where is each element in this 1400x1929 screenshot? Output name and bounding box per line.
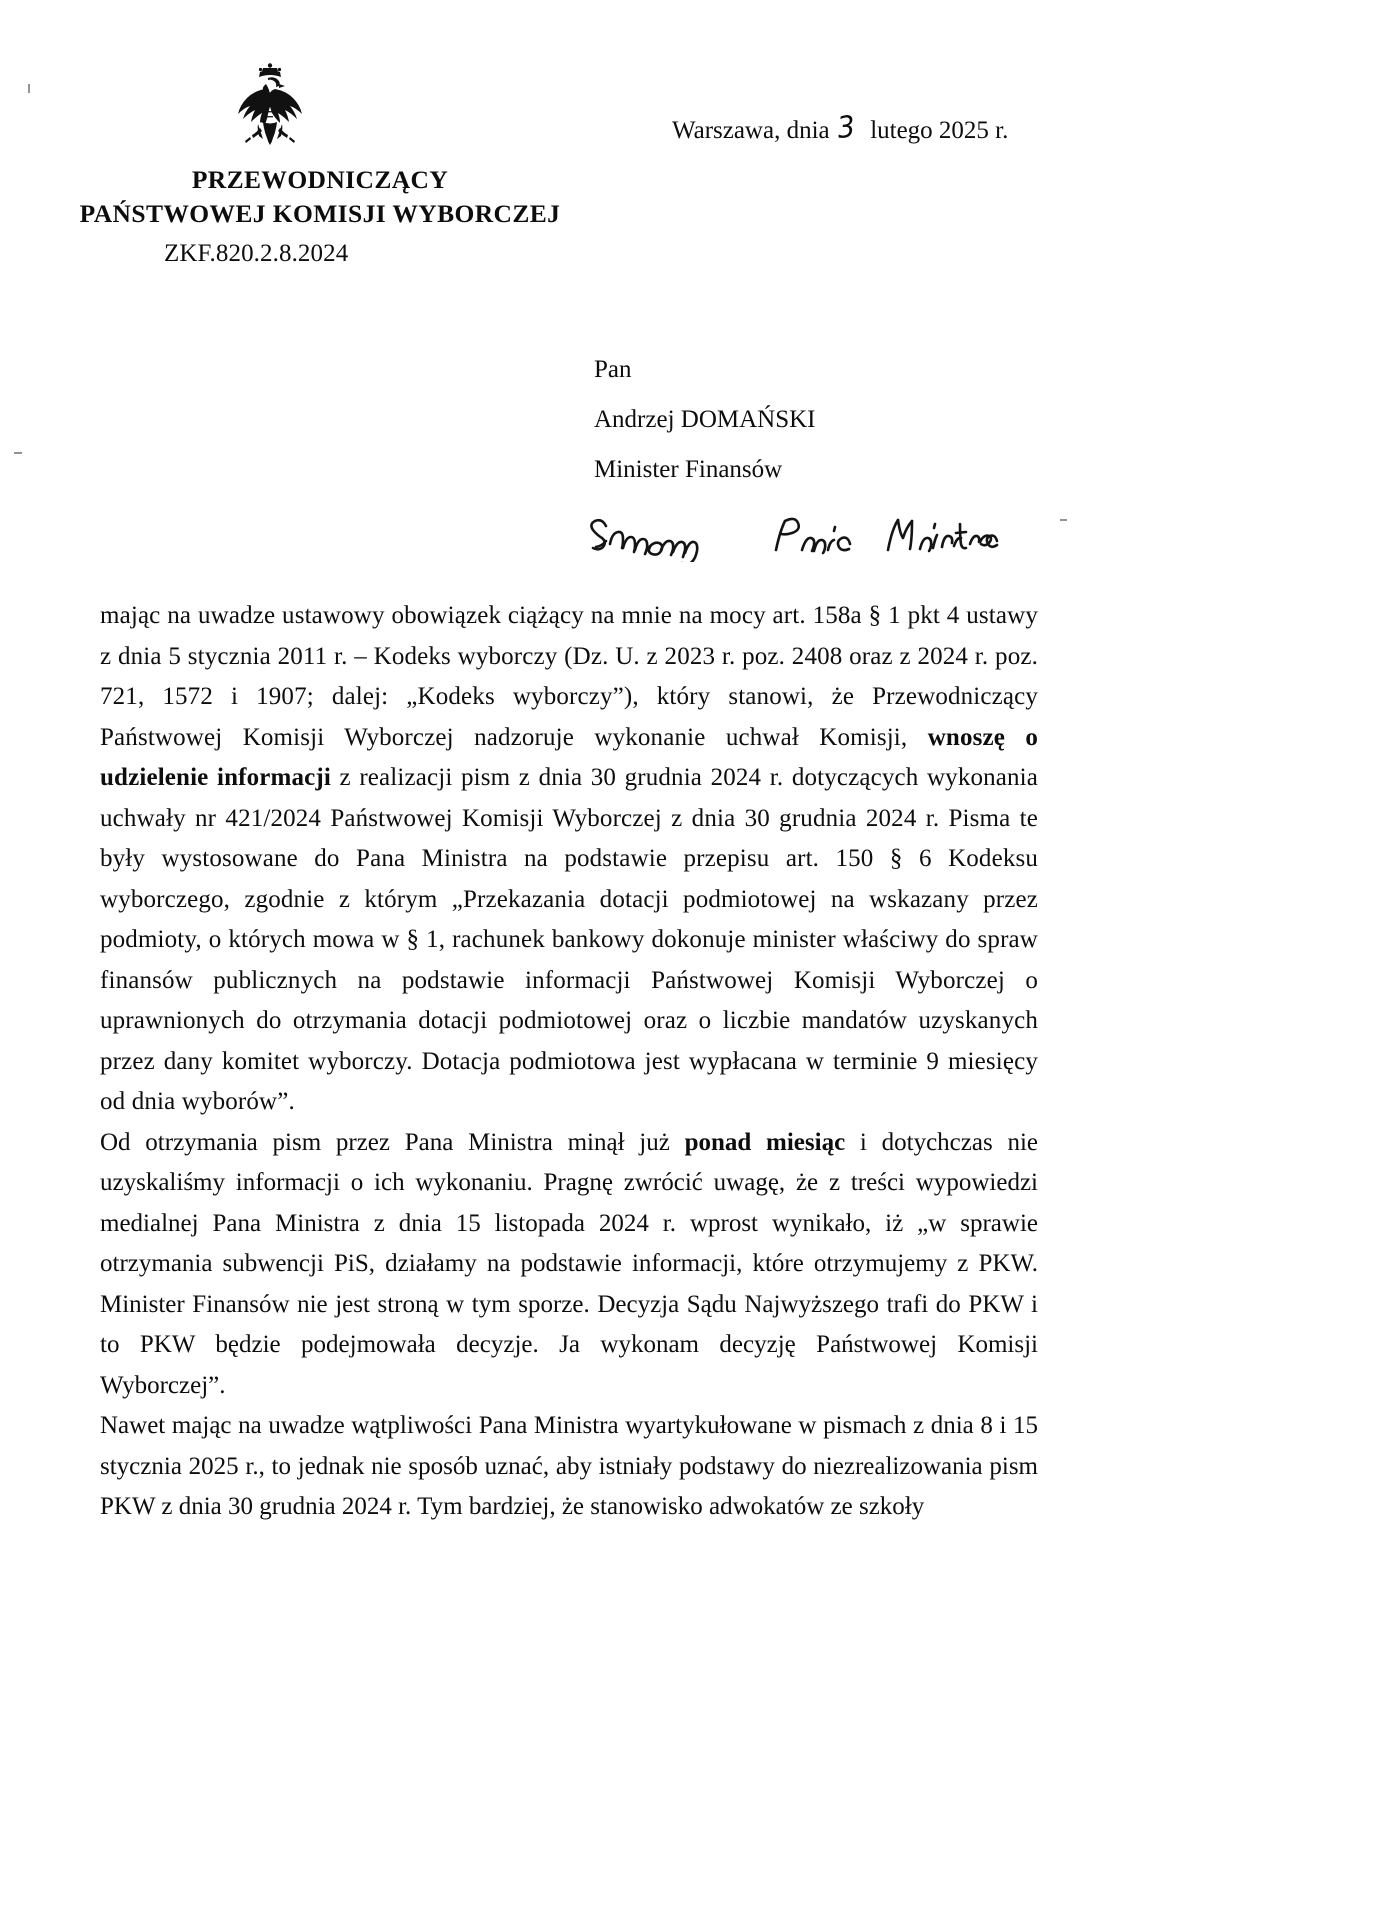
paragraph-2-part-1: Od otrzymania pism przez Pana Ministra minął już [100,1128,685,1156]
body-paragraph-1 [100,596,1038,1123]
scan-speck [1060,519,1067,521]
addressee-block [594,345,816,495]
addressee-title: Minister Finansów [594,456,783,483]
dateline-city-prefix: Warszawa, dnia [672,117,830,144]
letterhead-line-2: PAŃSTWOWEJ KOMISJI WYBORCZEJ [79,198,561,228]
handwritten-salutation [588,500,1058,562]
paragraph-1-part-1: mając na uwadze ustawowy obowiązek ciążący na mnie na mocy art. 158a § 1 pkt 4 ustawy z dnia 5 stycznia 2011 r. – Kodeks wyborczy (Dz. U. z 2023 r. poz. 2408 oraz z 2024 r. poz. 721, 1572 i 1907; dalej: „Kodeks wyborczy”), który stanowi, że Przewodniczący Państwowej Komisji Wyborczej nadzoruje wykonanie uchwał Komisji, [100,602,1038,751]
dateline [672,110,1009,146]
letter-body [100,596,1038,1528]
scan-speck [28,84,30,93]
paragraph-2-part-2: i dotychczas nie uzyskaliśmy informacji o ich wykonaniu. Pragnę zwrócić uwagę, że z treści wypowiedzi medialnej Pana Ministra z dnia 15 listopada 2024 r. wprost wynikało, iż „w sprawie otrzymania subwencji PiS, działamy na podstawie informacji, które otrzymujemy z PKW. Minister Finansów nie jest stroną w tym sporze. Decyzja Sądu Najwyższego trafi do PKW i to PKW będzie podejmowała decyzje. Ja wykonam decyzję Państwowej Komisji Wyborczej”. [100,1128,1038,1399]
body-paragraph-3: Nawet mając na uwadze wątpliwości Pana Ministra wyartykułowane w pismach z dnia 8 i 15 stycznia 2025 r., to jednak nie sposób uznać, aby istniały podstawy do niezrealizowania pism PKW z dnia 30 grudnia 2024 r. Tym bardziej, że stanowisko adwokatów ze szkoły [100,1412,1038,1520]
paragraph-1-part-2: z realizacji pism z dnia 30 grudnia 2024 r. dotyczących wykonania uchwały nr 421/2024 Państwowej Komisji Wyborczej z dnia 30 grudnia 2024 r. Pisma te były wystosowane do Pana Ministra na podstawie przepisu art. 150 § 6 Kodeksu wyborczego, zgodnie z którym „Przekazania dotacji podmiotowej na wskazany przez podmioty, o których mowa w § 1, rachunek bankowy dokonuje minister właściwy do spraw finansów publicznych na podstawie informacji Państwowej Komisji Wyborczej o uprawnionych do otrzymania dotacji podmiotowej oraz o liczbie mandatów uzyskanych przez dany komitet wyborczy. Dotacja podmiotowa jest wypłacana w terminie 9 miesięcy od dnia wyborów”. [100,764,1039,1115]
dateline-month-year: lutego 2025 r. [870,117,1009,144]
paragraph-2-bold-1: ponad miesiąc [684,1128,846,1156]
polish-eagle-emblem-icon [222,62,318,154]
reference-number: ZKF.820.2.8.2024 [164,240,349,267]
paragraph-1-bold-1: wnoszę o udzielenie informacji [100,723,1038,791]
letterhead [0,163,640,231]
scan-speck [14,452,22,454]
addressee-name: Andrzej DOMAŃSKI [594,406,816,433]
letterhead-line-1: PRZEWODNICZĄCY [191,165,449,194]
addressee-honorific: Pan [594,356,632,383]
handwritten-day-number: 3 [835,110,857,146]
body-paragraph-2 [100,1123,1038,1407]
